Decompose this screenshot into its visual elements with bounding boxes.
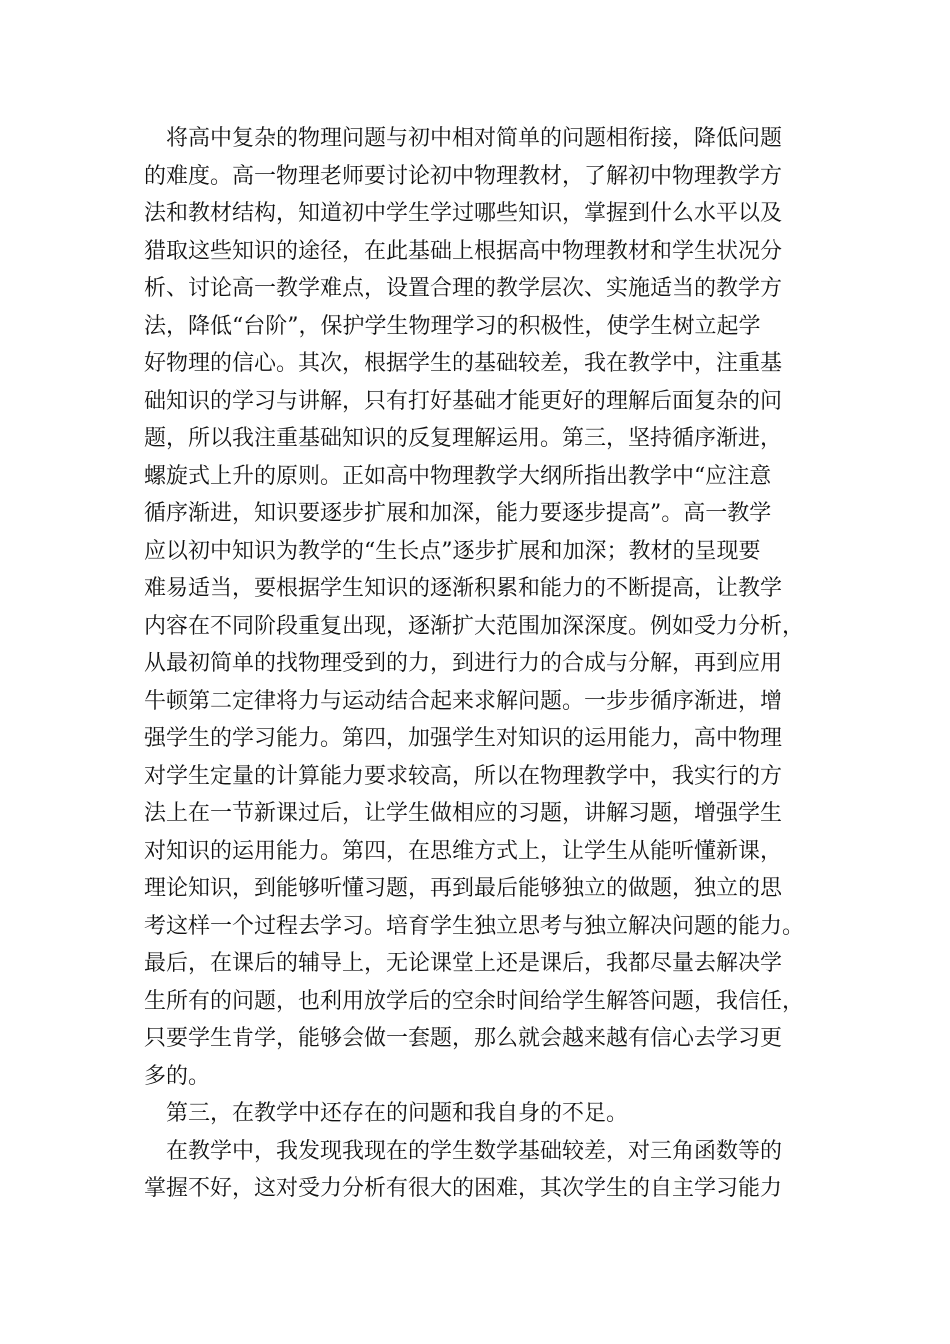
text-line: 考这样一个过程去学习。培育学生独立思考与独立解决问题的能力。	[144, 913, 805, 939]
text-line: 法上在一节新课过后，让学生做相应的习题，讲解习题，增强学生	[144, 801, 783, 826]
text-line: 多的。	[144, 1063, 211, 1089]
paragraph-1	[144, 120, 814, 1095]
text-line: 将高中复杂的物理问题与初中相对简单的问题相衔接，降低问题	[166, 126, 783, 151]
paragraph-2	[144, 1095, 814, 1133]
text-line: 题，所以我注重基础知识的反复理解运用。第三，坚持循序渐进，	[144, 426, 783, 451]
text-line: 难易适当，要根据学生知识的逐渐积累和能力的不断提高，让教学	[144, 576, 783, 601]
text-line: 好物理的信心。其次，根据学生的基础较差，我在教学中，注重基	[144, 351, 783, 376]
text-line: 法和教材结构，知道初中学生学过哪些知识，掌握到什么水平以及	[144, 201, 783, 226]
text-line: 础知识的学习与讲解，只有打好基础才能更好的理解后面复杂的问	[144, 388, 783, 414]
text-line: 第三，在教学中还存在的问题和我自身的不足。	[166, 1101, 629, 1126]
text-line: 析、讨论高一教学难点，设置合理的教学层次、实施适当的教学方	[144, 276, 783, 301]
text-line: 在教学中，我发现我现在的学生数学基础较差，对三角函数等的	[166, 1138, 783, 1164]
text-line: 的难度。高一物理老师要讨论初中物理教材，了解初中物理教学方	[144, 163, 783, 189]
text-line: 掌握不好，这对受力分析有很大的困难，其次学生的自主学习能力	[144, 1176, 783, 1201]
text-line: 法，降低“台阶”，保护学生物理学习的积极性，使学生树立起学	[144, 313, 761, 339]
text-line: 内容在不同阶段重复出现，逐渐扩大范围加深深度。例如受力分析，	[144, 613, 805, 639]
text-line: 循序渐进，知识要逐步扩展和加深，能力要逐步提高”。高一教学	[144, 501, 772, 526]
text-line: 应以初中知识为教学的“生长点”逐步扩展和加深；教材的呈现要	[144, 538, 761, 564]
text-line: 对学生定量的计算能力要求较高，所以在物理教学中，我实行的方	[144, 763, 783, 789]
text-line: 生所有的问题，也利用放学后的空余时间给学生解答问题，我信任，	[144, 988, 805, 1014]
text-line: 理论知识，到能够听懂习题，再到最后能够独立的做题，独立的思	[144, 876, 783, 901]
document-page	[144, 120, 814, 1208]
text-line: 只要学生肯学，能够会做一套题，那么就会越来越有信心去学习更	[144, 1026, 783, 1051]
text-line: 对知识的运用能力。第四，在思维方式上，让学生从能听懂新课，	[144, 838, 783, 864]
text-line: 最后，在课后的辅导上，无论课堂上还是课后，我都尽量去解决学	[144, 951, 783, 976]
text-line: 牛顿第二定律将力与运动结合起来求解问题。一步步循序渐进，增	[144, 688, 783, 714]
paragraph-3	[144, 1133, 814, 1208]
text-line: 螺旋式上升的原则。正如高中物理教学大纲所指出教学中“应注意	[144, 463, 772, 489]
text-line: 猎取这些知识的途径，在此基础上根据高中物理教材和学生状况分	[144, 238, 783, 264]
text-line: 强学生的学习能力。第四，加强学生对知识的运用能力，高中物理	[144, 726, 783, 751]
text-line: 从最初简单的找物理受到的力，到进行力的合成与分解，再到应用	[144, 651, 783, 676]
